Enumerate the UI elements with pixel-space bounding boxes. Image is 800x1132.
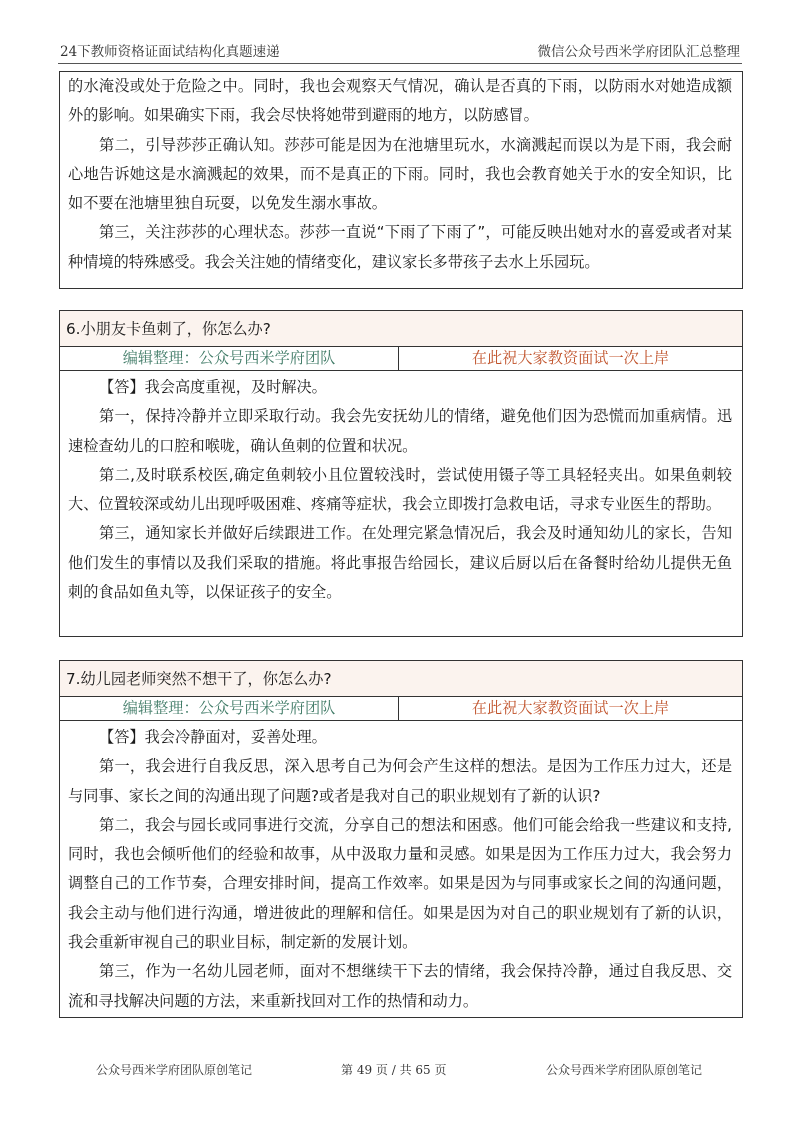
question-title: 7.幼儿园老师突然不想干了，你怎么办? [60, 661, 742, 697]
footer-left-note: 公众号西米学府团队原创笔记 [96, 1063, 253, 1077]
answer-point: 第二，我会与园长或同事进行交流，分享自己的想法和困惑。他们可能会给我一些建议和支持,同时，我也会倾听他们的经验和故事，从中汲取力量和灵感。如果是因为工作压力过大，我会努力调整自己的工作节奏，合理安排时间，提高工作效率。如果是因为与同事或家长之间的沟通问题，我会主动与他们进行沟通，增进彼此的理解和信任。如果是因为对自己的职业规划有了新的认识，我会重新审视自己的职业目标，制定新的发展计划。 [68, 815, 732, 952]
wish-text: 在此祝大家教资面试一次上岸 [471, 699, 670, 717]
answer-summary: 【答】我会冷静面对，妥善处理。 [99, 728, 327, 746]
page-header [58, 36, 742, 60]
answer-point: 第一，我会进行自我反思，深入思考自己为何会产生这样的想法。是因为工作压力过大，还是与同事、家长之间的沟通出现了问题?或者是我对自己的职业规划有了新的认识? [68, 757, 732, 805]
continued-paragraph: 第二，引导莎莎正确认知。莎莎可能是因为在池塘里玩水，水滴溅起而误以为是下雨，我会耐心地告诉她这是水滴溅起的效果，而不是真正的下雨。同时，我也会教育她关于水的安全知识，比如不要在池塘里独自玩耍，以免发生溺水事故。 [68, 135, 732, 213]
header-title: 24下教师资格证面试结构化真题速递 [60, 44, 280, 60]
question-title: 6.小朋友卡鱼刺了，你怎么办? [60, 311, 742, 347]
answer-point: 第二,及时联系校医,确定鱼刺较小且位置较浅时，尝试使用镊子等工具轻轻夹出。如果鱼刺较大、位置较深或幼儿出现呼吸困难、疼痛等症状，我会立即拨打急救电话，寻求专业医生的帮助。 [68, 465, 732, 514]
question-meta-row [60, 697, 742, 721]
wish-text: 在此祝大家教资面试一次上岸 [471, 349, 670, 367]
answer-point: 第三，通知家长并做好后续跟进工作。在处理完紧急情况后，我会及时通知幼儿的家长，告知他们发生的事情以及我们采取的措施。将此事报告给园长，建议后厨以后在备餐时给幼儿提供无鱼刺的食品如鱼丸等，以保证孩子的安全。 [68, 524, 732, 602]
answer-summary: 【答】我会高度重视，及时解决。 [99, 378, 327, 396]
editor-credit: 编辑整理：公众号西米学府团队 [60, 347, 399, 370]
question-card-6 [59, 310, 743, 637]
continued-paragraph: 的水淹没或处于危险之中。同时，我也会观察天气情况，确认是否真的下雨，以防雨水对她造成额外的影响。如果确实下雨，我会尽快将她带到避雨的地方，以防感冒。 [68, 77, 732, 125]
header-source: 微信公众号西米学府团队汇总整理 [537, 44, 740, 60]
continued-answer-box [59, 71, 743, 289]
question-card-7 [59, 660, 743, 1018]
continued-paragraph: 第三，关注莎莎的心理状态。莎莎一直说“下雨了下雨了”，可能反映出她对水的喜爱或者对某种情境的特殊感受。我会关注她的情绪变化，建议家长多带孩子去水上乐园玩。 [68, 223, 732, 271]
page-number: 第 49 页 / 共 65 页 [341, 1063, 447, 1077]
header-divider [58, 63, 742, 64]
page-footer [58, 1061, 742, 1083]
answer-point: 第一，保持冷静并立即采取行动。我会先安抚幼儿的情绪，避免他们因为恐慌而加重病情。迅速检查幼儿的口腔和喉咙，确认鱼刺的位置和状况。 [68, 407, 732, 455]
answer-body [60, 371, 742, 607]
answer-point: 第三，作为一名幼儿园老师，面对不想继续干下去的情绪，我会保持冷静，通过自我反思、交流和寻找解决问题的方法，来重新找回对工作的热情和动力。 [68, 962, 732, 1010]
answer-body [60, 721, 742, 1016]
footer-right-note: 公众号西米学府团队原创笔记 [545, 1063, 702, 1077]
question-meta-row [60, 347, 742, 371]
editor-credit: 编辑整理：公众号西米学府团队 [60, 697, 399, 720]
